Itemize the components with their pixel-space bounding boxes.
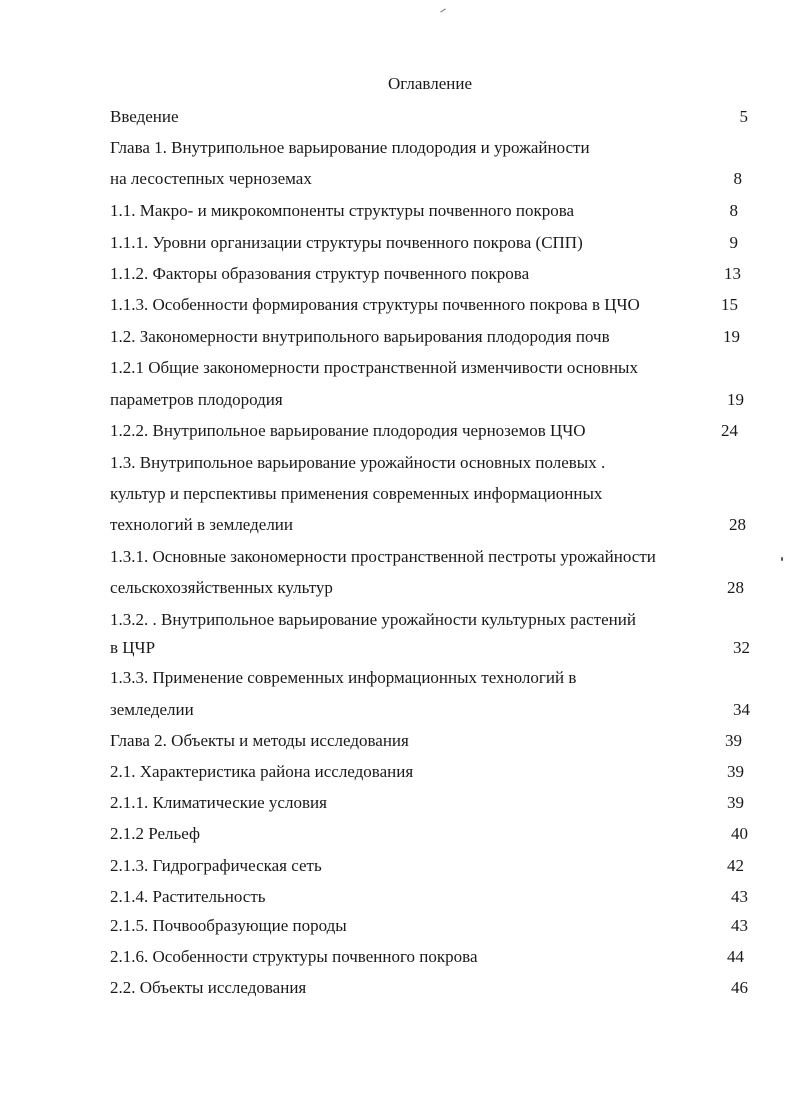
toc-entry (0, 792, 793, 814)
toc-entry-title: Глава 1. Внутрипольное варьирование плодородия и урожайности (110, 138, 590, 157)
toc-entry-title: 1.1.1. Уровни организации структуры почвенного покрова (СПП) (110, 233, 583, 252)
toc-entry-title: 1.2.2. Внутрипольное варьирование плодородия черноземов ЦЧО (110, 421, 586, 440)
toc-entry-title: 2.1.2 Рельеф (110, 824, 201, 843)
toc-entry-title: 1.3.1. Основные закономерности пространственной пестроты урожайности (110, 547, 656, 566)
toc-entry (0, 915, 793, 937)
toc-entry (0, 855, 793, 877)
toc-entry-title: Глава 2. Объекты и методы исследования (110, 731, 409, 750)
toc-entry-page: 39 (725, 731, 742, 750)
toc-entry-page: 8 (729, 201, 738, 220)
toc-entry-page: 43 (731, 887, 748, 906)
toc-entry-page: 46 (731, 978, 748, 997)
toc-entry (0, 263, 793, 285)
toc-entry (0, 730, 793, 752)
toc-entry-title: 2.1.5. Почвообразующие породы (110, 916, 347, 935)
toc-entry (0, 452, 793, 474)
toc-entry-title: технологий в земледелии (110, 515, 293, 534)
toc-entry-title: 1.1.3. Особенности формирования структуры почвенного покрова в ЦЧО (110, 295, 640, 314)
toc-entry-title: 1.3.3. Применение современных информационных технологий в (110, 668, 577, 687)
toc-entry (0, 168, 793, 190)
toc-entry (0, 699, 793, 721)
toc-entry (0, 420, 793, 442)
toc-entry-page: 15 (721, 295, 738, 314)
toc-entry (0, 761, 793, 783)
toc-entry (0, 232, 793, 254)
scan-mark (440, 8, 445, 12)
toc-entry-title: 2.1.1. Климатические условия (110, 793, 327, 812)
toc-entry-title: 1.1. Макро- и микрокомпоненты структуры почвенного покрова (110, 201, 575, 220)
toc-entry-page: 39 (727, 793, 744, 812)
toc-entry-title: сельскохозяйственных культур (110, 578, 333, 597)
toc-entry (0, 577, 793, 599)
toc-entry-title: 2.1.4. Растительность (110, 887, 266, 906)
toc-entry-title: на лесостепных черноземах (110, 169, 312, 188)
toc-entry-title: 2.2. Объекты исследования (110, 978, 307, 997)
toc-entry-page: 44 (727, 947, 744, 966)
toc-entry-title: земледелии (110, 700, 194, 719)
toc-entry-page: 8 (733, 169, 742, 188)
toc-entry (0, 946, 793, 968)
toc-entry-page: 19 (727, 390, 744, 409)
toc-entry-title: Введение (110, 107, 179, 126)
toc-entry-page: 28 (729, 515, 746, 534)
toc-entry (0, 483, 793, 505)
toc-entry-title: 1.1.2. Факторы образования структур почвенного покрова (110, 264, 530, 283)
toc-entry-page: 42 (727, 856, 744, 875)
toc-entry-page: 39 (727, 762, 744, 781)
toc-entry (0, 514, 793, 536)
toc-entry-page: 24 (721, 421, 738, 440)
toc-entry (0, 823, 793, 845)
toc-entry-title: 1.3. Внутрипольное варьирование урожайности основных полевых . (110, 453, 606, 472)
toc-entry (0, 546, 793, 568)
toc-entry (0, 294, 793, 316)
toc-entry-page: 43 (731, 916, 748, 935)
toc-title: Оглавление (388, 74, 472, 93)
toc-entry-page: 9 (729, 233, 738, 252)
toc-entry-title: 1.2.1 Общие закономерности пространственной изменчивости основных (110, 358, 638, 377)
toc-entry (0, 886, 793, 908)
toc-entry-page: 13 (724, 264, 741, 283)
toc-entry-title: параметров плодородия (110, 390, 283, 409)
toc-entry-title: 2.1. Характеристика района исследования (110, 762, 414, 781)
toc-entry-title: культур и перспективы применения современных информационных (110, 484, 603, 503)
toc-entry (0, 106, 793, 128)
toc-entry-page: 40 (731, 824, 748, 843)
toc-entry (0, 357, 793, 379)
toc-entry-page: 5 (739, 107, 748, 126)
toc-entry-page: 19 (723, 327, 740, 346)
toc-entry (0, 637, 793, 659)
toc-entry-title: 1.2. Закономерности внутрипольного варьирования плодородия почв (110, 327, 610, 346)
toc-entry (0, 137, 793, 159)
toc-entry-title: в ЦЧР (110, 638, 156, 657)
toc-entry-page: 34 (733, 700, 750, 719)
toc-entry (0, 326, 793, 348)
toc-entry-page: 28 (727, 578, 744, 597)
toc-entry (0, 200, 793, 222)
toc-entry-title: 2.1.6. Особенности структуры почвенного покрова (110, 947, 478, 966)
toc-entry-title: 2.1.3. Гидрографическая сеть (110, 856, 322, 875)
toc-entry (0, 609, 793, 631)
toc-entry (0, 977, 793, 999)
toc-entry (0, 389, 793, 411)
toc-entry (0, 667, 793, 689)
toc-entry-page: 32 (733, 638, 750, 657)
toc-entry-title: 1.3.2. . Внутрипольное варьирование урожайности культурных растений (110, 610, 636, 629)
